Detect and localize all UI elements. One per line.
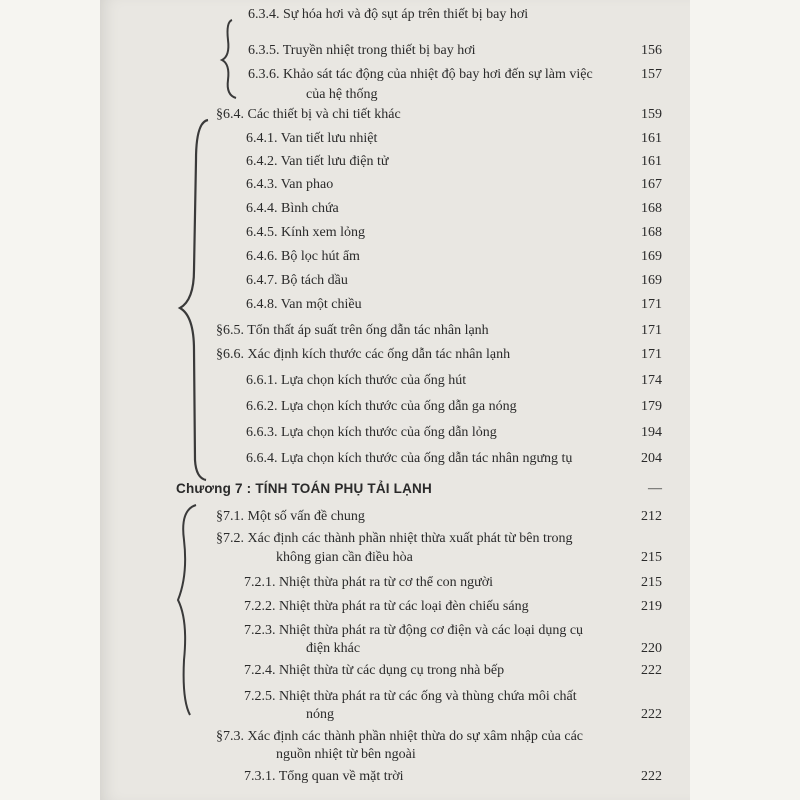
toc-page-number: 215 (641, 550, 662, 565)
toc-section: §7.3. Xác định các thành phần nhiệt thừa do sự xâm nhập của các (216, 729, 583, 744)
toc-entry: 6.6.4. Lựa chọn kích thước của ống dẫn tác nhân ngưng tụ (246, 451, 573, 466)
toc-page-number: 222 (641, 769, 662, 784)
toc-entry: 6.4.1. Van tiết lưu nhiệt (246, 131, 378, 146)
toc-page-number: 222 (641, 707, 662, 722)
toc-entry: 6.4.8. Van một chiều (246, 297, 362, 312)
bracket-top (222, 20, 236, 98)
toc-section: §7.2. Xác định các thành phần nhiệt thừa xuất phát từ bên trong (216, 531, 573, 546)
toc-entry: 6.3.6. Khảo sát tác động của nhiệt độ bay hơi đến sự làm việc (248, 67, 593, 82)
toc-page-number: 169 (641, 249, 662, 264)
toc-entry: 6.4.4. Bình chứa (246, 201, 339, 216)
toc-entry: 6.4.7. Bộ tách dầu (246, 273, 348, 288)
toc-entry: nóng (306, 707, 334, 722)
toc-page-number: 204 (641, 451, 662, 466)
toc-entry: 7.2.4. Nhiệt thừa từ các dụng cụ trong nhà bếp (244, 663, 505, 678)
toc-page-number: 174 (641, 373, 662, 388)
toc-entry: 6.4.5. Kính xem lỏng (246, 225, 365, 240)
toc-entry: 6.6.2. Lựa chọn kích thước của ống dẫn ga nóng (246, 399, 517, 414)
toc-page-number: 169 (641, 273, 662, 288)
toc-page-number: 215 (641, 575, 662, 590)
bracket-bottom (178, 505, 196, 715)
toc-section: §6.5. Tổn thất áp suất trên ống dẫn tác nhân lạnh (216, 323, 489, 338)
toc-page-number: 222 (641, 663, 662, 678)
toc-entry: 7.2.3. Nhiệt thừa phát ra từ động cơ điện và các loại dụng cụ (244, 623, 584, 638)
chapter-heading: Chương 7 : TÍNH TOÁN PHỤ TẢI LẠNH (176, 481, 432, 496)
toc-entry: 7.2.2. Nhiệt thừa phát ra từ các loại đèn chiếu sáng (244, 599, 529, 614)
toc-entry: 7.3.1. Tổng quan về mặt trời (244, 769, 404, 784)
toc-page-number: 212 (641, 509, 662, 524)
toc-page-number: 168 (641, 201, 662, 216)
toc-page-number: 171 (641, 323, 662, 338)
toc-page-number: 161 (641, 131, 662, 146)
toc-entry: 6.4.3. Van phao (246, 177, 334, 192)
toc-entry: 6.3.5. Truyền nhiệt trong thiết bị bay hơi (248, 43, 476, 58)
toc-page-number: 194 (641, 425, 662, 440)
toc-entry: 6.6.3. Lựa chọn kích thước của ống dẫn lỏng (246, 425, 497, 440)
toc-section: §7.1. Một số vấn đề chung (216, 509, 365, 524)
toc-entry: không gian cần điều hòa (276, 550, 413, 565)
toc-page-number: 167 (641, 177, 662, 192)
toc-page-number: 156 (641, 43, 662, 58)
toc-page-number: 179 (641, 399, 662, 414)
toc-page-number: 171 (641, 297, 662, 312)
toc-page-number: 157 (641, 67, 662, 82)
toc-entry: 6.3.4. Sự hóa hơi và độ sụt áp trên thiết bị bay hơi (248, 7, 529, 22)
toc-page-number: 219 (641, 599, 662, 614)
toc-page-number: 161 (641, 154, 662, 169)
toc-page-number: 159 (641, 107, 662, 122)
toc-section: §6.6. Xác định kích thước các ống dẫn tác nhân lạnh (216, 347, 511, 362)
toc-entry: 6.4.6. Bộ lọc hút ẩm (246, 249, 360, 264)
bracket-middle (180, 120, 208, 480)
toc-entry: 7.2.5. Nhiệt thừa phát ra từ các ống và thùng chứa môi chất (244, 689, 577, 704)
toc-entry: điện khác (306, 641, 361, 656)
toc-entry: 7.2.1. Nhiệt thừa phát ra từ cơ thể con người (244, 575, 494, 590)
toc-entry: của hệ thống (306, 87, 378, 102)
toc-page-number: — (648, 481, 662, 496)
toc-section: §6.4. Các thiết bị và chi tiết khác (216, 107, 401, 122)
toc-entry: nguồn nhiệt từ bên ngoài (276, 747, 416, 762)
toc-page-number: 168 (641, 225, 662, 240)
toc-entry: 6.6.1. Lựa chọn kích thước của ống hút (246, 373, 467, 388)
toc-entry: 6.4.2. Van tiết lưu điện tử (246, 154, 389, 169)
toc-page-number: 220 (641, 641, 662, 656)
toc-page-number: 171 (641, 347, 662, 362)
